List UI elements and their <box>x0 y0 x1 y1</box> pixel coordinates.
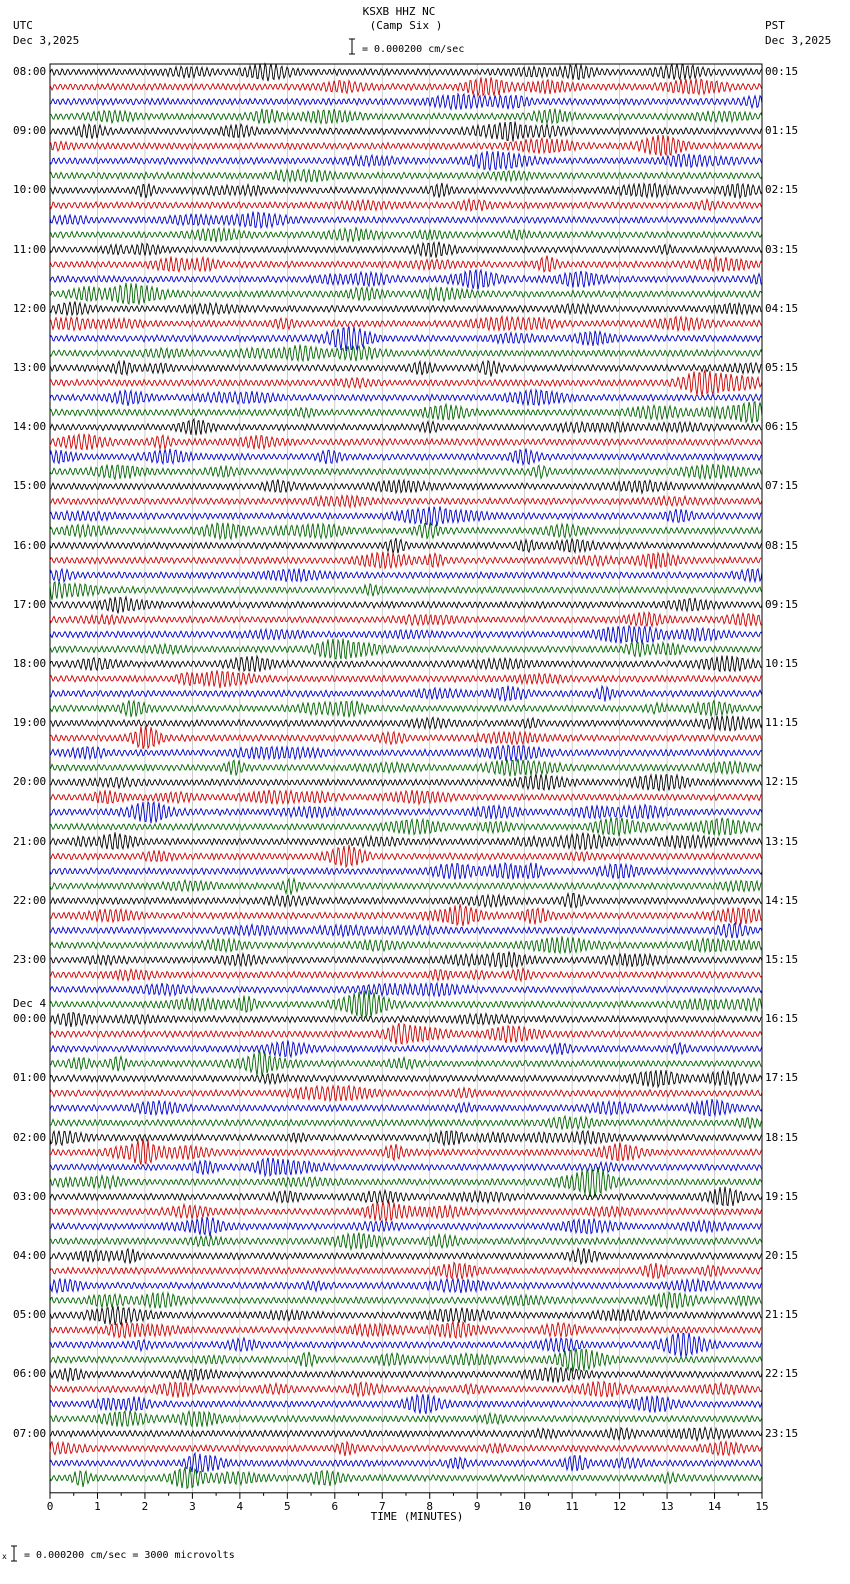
footer-scale-text: = 0.000200 cm/sec = 3000 microvolts <box>24 1550 235 1561</box>
trace-row-21 <box>50 370 762 396</box>
x-tick-label: 2 <box>141 1500 149 1513</box>
trace-row-1 <box>50 77 762 95</box>
trace-row-47 <box>50 759 762 777</box>
trace-row-94 <box>50 1453 762 1473</box>
pst-hour-label: 01:15 <box>765 124 799 138</box>
trace-row-86 <box>50 1333 762 1358</box>
pst-hour-label: 20:15 <box>765 1249 799 1262</box>
pst-hour-label: 10:15 <box>765 657 799 670</box>
trace-row-2 <box>50 94 762 110</box>
pst-hour-label: 17:15 <box>765 1071 799 1085</box>
trace-row-76 <box>50 1187 762 1206</box>
site-subtitle: (Camp Six ) <box>369 19 443 32</box>
x-tick-label: 4 <box>236 1500 244 1513</box>
trace-row-95 <box>50 1467 762 1489</box>
trace-row-68 <box>50 1070 762 1087</box>
trace-row-80 <box>50 1248 762 1264</box>
pst-hour-label: 22:15 <box>765 1367 799 1381</box>
trace-row-41 <box>50 670 762 688</box>
pst-hour-label: 04:15 <box>765 301 799 315</box>
trace-row-23 <box>50 402 762 423</box>
trace-row-64 <box>50 1013 762 1027</box>
trace-row-27 <box>50 464 762 479</box>
pst-hour-label: 14:15 <box>765 893 799 907</box>
pst-hour-label: 23:15 <box>765 1426 799 1440</box>
pst-hour-label: 06:15 <box>765 420 799 434</box>
header-scale-bar-icon <box>349 39 355 54</box>
x-axis-label: TIME (MINUTES) <box>370 1510 464 1523</box>
trace-row-54 <box>50 863 762 880</box>
trace-row-4 <box>50 122 762 142</box>
utc-hour-label: 06:00 <box>13 1367 47 1381</box>
pst-hour-label: 18:15 <box>765 1130 799 1144</box>
trace-row-57 <box>50 904 762 926</box>
trace-row-10 <box>50 212 762 228</box>
trace-row-72 <box>50 1131 762 1146</box>
utc-hour-label: 09:00 <box>13 124 47 138</box>
trace-row-8 <box>50 183 762 198</box>
x-tick-label: 13 <box>660 1500 674 1513</box>
trace-row-63 <box>50 990 762 1017</box>
trace-row-78 <box>50 1217 762 1236</box>
pst-hour-label: 21:15 <box>765 1308 799 1322</box>
pst-hour-label: 02:15 <box>765 183 799 197</box>
trace-row-92 <box>50 1427 762 1440</box>
pst-hour-label: 19:15 <box>765 1189 799 1203</box>
trace-row-17 <box>50 316 762 330</box>
trace-row-34 <box>50 569 762 582</box>
x-tick-label: 0 <box>46 1500 54 1513</box>
trace-row-48 <box>50 774 762 791</box>
trace-row-53 <box>50 845 762 867</box>
trace-row-22 <box>50 390 762 406</box>
pst-hour-label: 15:15 <box>765 953 799 966</box>
utc-hour-label: 14:00 <box>13 420 47 434</box>
trace-row-45 <box>50 726 762 749</box>
trace-row-49 <box>50 790 762 804</box>
trace-row-28 <box>50 479 762 493</box>
utc-hour-label: 02:00 <box>13 1130 47 1144</box>
trace-row-61 <box>50 968 762 981</box>
trace-row-77 <box>50 1202 762 1222</box>
station-title: KSXB HHZ NC <box>362 5 436 18</box>
trace-row-26 <box>50 449 762 465</box>
x-tick-label: 14 <box>707 1500 722 1513</box>
utc-hour-label: 22:00 <box>13 893 47 907</box>
x-tick-label: 6 <box>331 1500 339 1513</box>
utc-hour-label: 18:00 <box>13 657 47 670</box>
trace-row-56 <box>50 894 762 908</box>
pst-hour-label: 11:15 <box>765 716 799 730</box>
x-tick-label: 11 <box>565 1500 579 1513</box>
trace-row-62 <box>50 983 762 997</box>
utc-hour-label: 21:00 <box>13 834 47 848</box>
trace-row-42 <box>50 686 762 702</box>
trace-row-30 <box>50 506 762 526</box>
utc-hour-label: 12:00 <box>13 301 47 315</box>
x-tick-label: 8 <box>426 1500 434 1513</box>
trace-row-87 <box>50 1348 762 1372</box>
trace-row-81 <box>50 1263 762 1280</box>
trace-row-25 <box>50 434 762 450</box>
x-tick-label: 9 <box>473 1500 481 1513</box>
trace-row-89 <box>50 1382 762 1398</box>
trace-row-43 <box>50 700 762 717</box>
trace-row-46 <box>50 745 762 761</box>
x-tick-label: 1 <box>94 1500 101 1513</box>
x-tick-label: 7 <box>378 1500 386 1513</box>
trace-row-12 <box>50 242 762 258</box>
trace-row-29 <box>50 495 762 507</box>
trace-row-55 <box>50 879 762 895</box>
time-axis <box>50 1493 762 1499</box>
trace-row-36 <box>50 597 762 614</box>
trace-row-73 <box>50 1139 762 1165</box>
trace-row-65 <box>50 1023 762 1044</box>
trace-row-88 <box>50 1368 762 1383</box>
trace-row-24 <box>50 419 762 435</box>
pst-hour-label: 13:15 <box>765 834 799 848</box>
trace-row-0 <box>50 64 762 82</box>
pst-hour-label: 12:15 <box>765 775 799 789</box>
trace-row-69 <box>50 1085 762 1101</box>
x-tick-label: 10 <box>518 1500 532 1513</box>
trace-row-37 <box>50 612 762 626</box>
header-scale-text: = 0.000200 cm/sec <box>362 44 465 55</box>
footer-marker: x <box>2 1552 7 1561</box>
utc-hour-label: 20:00 <box>13 775 47 789</box>
trace-row-79 <box>50 1233 762 1250</box>
trace-row-59 <box>50 936 762 953</box>
right-date: Dec 3,2025 <box>765 34 832 47</box>
pst-hour-label: 03:15 <box>765 242 799 256</box>
trace-row-85 <box>50 1322 762 1338</box>
utc-hour-label: 19:00 <box>13 716 47 730</box>
date-change-label: Dec 4 <box>13 997 47 1011</box>
utc-hour-label: 07:00 <box>13 1426 47 1440</box>
trace-row-38 <box>50 626 762 644</box>
trace-row-32 <box>50 538 762 553</box>
pst-hour-label: 07:15 <box>765 479 799 493</box>
left-date: Dec 3,2025 <box>13 34 80 47</box>
pst-hour-label: 08:15 <box>765 538 799 552</box>
pst-hour-label: 00:15 <box>765 65 799 78</box>
x-tick-label: 15 <box>755 1500 769 1513</box>
seismic-traces <box>50 64 762 1489</box>
trace-row-58 <box>50 923 762 938</box>
x-tick-label: 12 <box>612 1500 627 1513</box>
trace-row-84 <box>50 1306 762 1325</box>
utc-hour-label: 17:00 <box>13 597 47 611</box>
right-timezone: PST <box>765 19 785 32</box>
trace-row-35 <box>50 581 762 600</box>
x-tick-label: 3 <box>189 1500 196 1513</box>
utc-hour-label: 15:00 <box>13 479 47 493</box>
utc-hour-label: 01:00 <box>13 1071 47 1085</box>
utc-hour-label: 05:00 <box>13 1308 47 1322</box>
trace-row-5 <box>50 135 762 156</box>
trace-row-93 <box>50 1442 762 1457</box>
trace-row-70 <box>50 1099 762 1116</box>
utc-hour-label: 23:00 <box>13 953 47 966</box>
trace-row-7 <box>50 170 762 183</box>
trace-row-33 <box>50 552 762 569</box>
trace-row-31 <box>50 523 762 539</box>
utc-hour-label: 13:00 <box>13 361 47 374</box>
utc-hour-label: 16:00 <box>13 538 47 552</box>
utc-hour-label: 08:00 <box>13 65 47 78</box>
utc-hour-label: 03:00 <box>13 1189 47 1203</box>
footer-scale-bar-icon <box>11 1546 17 1561</box>
trace-row-11 <box>50 228 762 242</box>
utc-hour-label: 00:00 <box>13 1012 47 1026</box>
trace-row-13 <box>50 256 762 272</box>
pst-hour-label: 16:15 <box>765 1012 799 1026</box>
left-timezone: UTC <box>13 19 33 32</box>
utc-hour-label: 04:00 <box>13 1249 47 1262</box>
trace-row-3 <box>50 109 762 124</box>
x-tick-label: 5 <box>284 1500 291 1513</box>
utc-hour-label: 10:00 <box>13 183 47 197</box>
trace-row-14 <box>50 270 762 290</box>
utc-hour-label: 11:00 <box>13 242 47 256</box>
trace-row-71 <box>50 1116 762 1129</box>
trace-row-15 <box>50 283 762 305</box>
trace-row-16 <box>50 302 762 316</box>
trace-row-39 <box>50 639 762 659</box>
trace-row-91 <box>50 1411 762 1427</box>
trace-row-90 <box>50 1394 762 1414</box>
trace-row-66 <box>50 1041 762 1057</box>
trace-row-9 <box>50 199 762 211</box>
trace-row-19 <box>50 345 762 362</box>
trace-row-83 <box>50 1292 762 1308</box>
trace-row-74 <box>50 1158 762 1176</box>
trace-row-60 <box>50 952 762 968</box>
trace-row-20 <box>50 361 762 377</box>
pst-hour-label: 05:15 <box>765 361 799 374</box>
trace-row-18 <box>50 326 762 351</box>
trace-row-52 <box>50 832 762 849</box>
trace-row-44 <box>50 716 762 732</box>
trace-row-40 <box>50 656 762 672</box>
trace-row-82 <box>50 1278 762 1293</box>
pst-hour-label: 09:15 <box>765 597 799 611</box>
